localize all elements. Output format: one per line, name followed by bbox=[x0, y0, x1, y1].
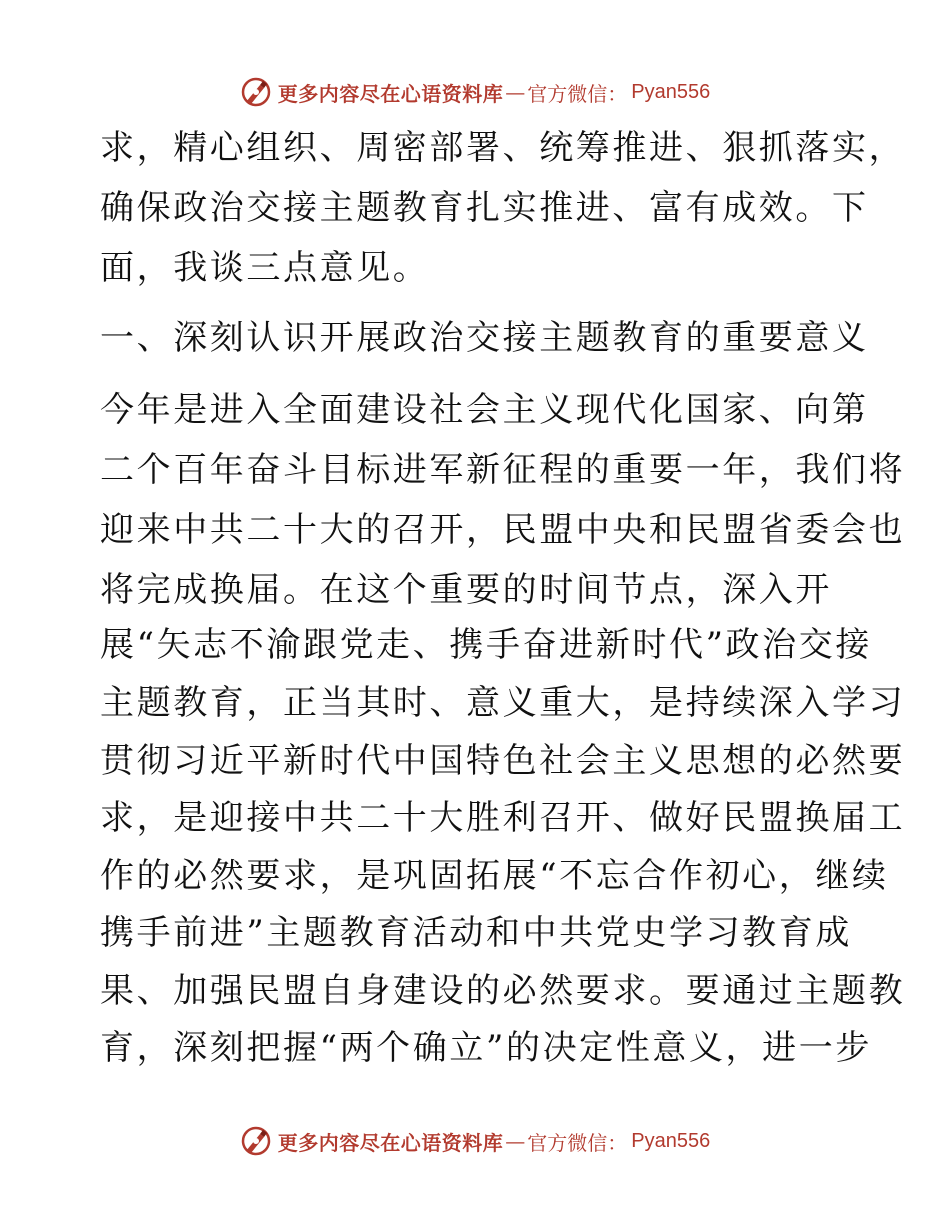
body-line: 主题教育，正当其时、意义重大，是持续深入学习 bbox=[100, 683, 906, 723]
body-line: 作的必然要求，是巩固拓展“不忘合作初心，继续 bbox=[100, 856, 889, 896]
body-line: 迎来中共二十大的召开，民盟中央和民盟省委会也 bbox=[100, 510, 906, 550]
body-line: 果、加强民盟自身建设的必然要求。要通过主题教 bbox=[100, 971, 906, 1011]
body-line: 面，我谈三点意见。 bbox=[100, 248, 430, 288]
watermark-wechat-id: Pyan556 bbox=[631, 80, 711, 103]
pen-logo-icon bbox=[240, 76, 272, 108]
watermark-site-name: 更多内容尽在心语资料库 bbox=[277, 81, 504, 106]
section-heading: 一、深刻认识开展政治交接主题教育的重要意义 bbox=[100, 318, 869, 358]
watermark-site-name: 更多内容尽在心语资料库 bbox=[277, 1130, 504, 1155]
watermark-separator: — bbox=[505, 1129, 526, 1153]
body-line: 今年是进入全面建设社会主义现代化国家、向第 bbox=[100, 390, 869, 430]
body-line: 将完成换届。在这个重要的时间节点，深入开 bbox=[100, 570, 832, 610]
pen-logo-icon bbox=[240, 1125, 272, 1157]
body-line: 贯彻习近平新时代中国特色社会主义思想的必然要 bbox=[100, 741, 906, 781]
body-line: 携手前进”主题教育活动和中共党史学习教育成 bbox=[100, 913, 852, 953]
watermark-label: 官方微信： bbox=[527, 1130, 628, 1155]
watermark-separator: — bbox=[505, 80, 526, 104]
header-watermark bbox=[0, 72, 950, 112]
body-line: 求，精心组织、周密部署、统筹推进、狠抓落实， bbox=[100, 128, 906, 168]
body-line: 求，是迎接中共二十大胜利召开、做好民盟换届工 bbox=[100, 798, 906, 838]
watermark-label: 官方微信： bbox=[527, 81, 628, 106]
footer-watermark bbox=[0, 1121, 950, 1161]
body-line: 展“矢志不渝跟党走、携手奋进新时代”政治交接 bbox=[100, 625, 872, 665]
body-line: 确保政治交接主题教育扎实推进、富有成效。下 bbox=[100, 188, 869, 228]
watermark-wechat-id: Pyan556 bbox=[631, 1129, 711, 1152]
body-line: 二个百年奋斗目标进军新征程的重要一年，我们将 bbox=[100, 450, 906, 490]
body-line: 育，深刻把握“两个确立”的决定性意义，进一步 bbox=[100, 1028, 872, 1068]
